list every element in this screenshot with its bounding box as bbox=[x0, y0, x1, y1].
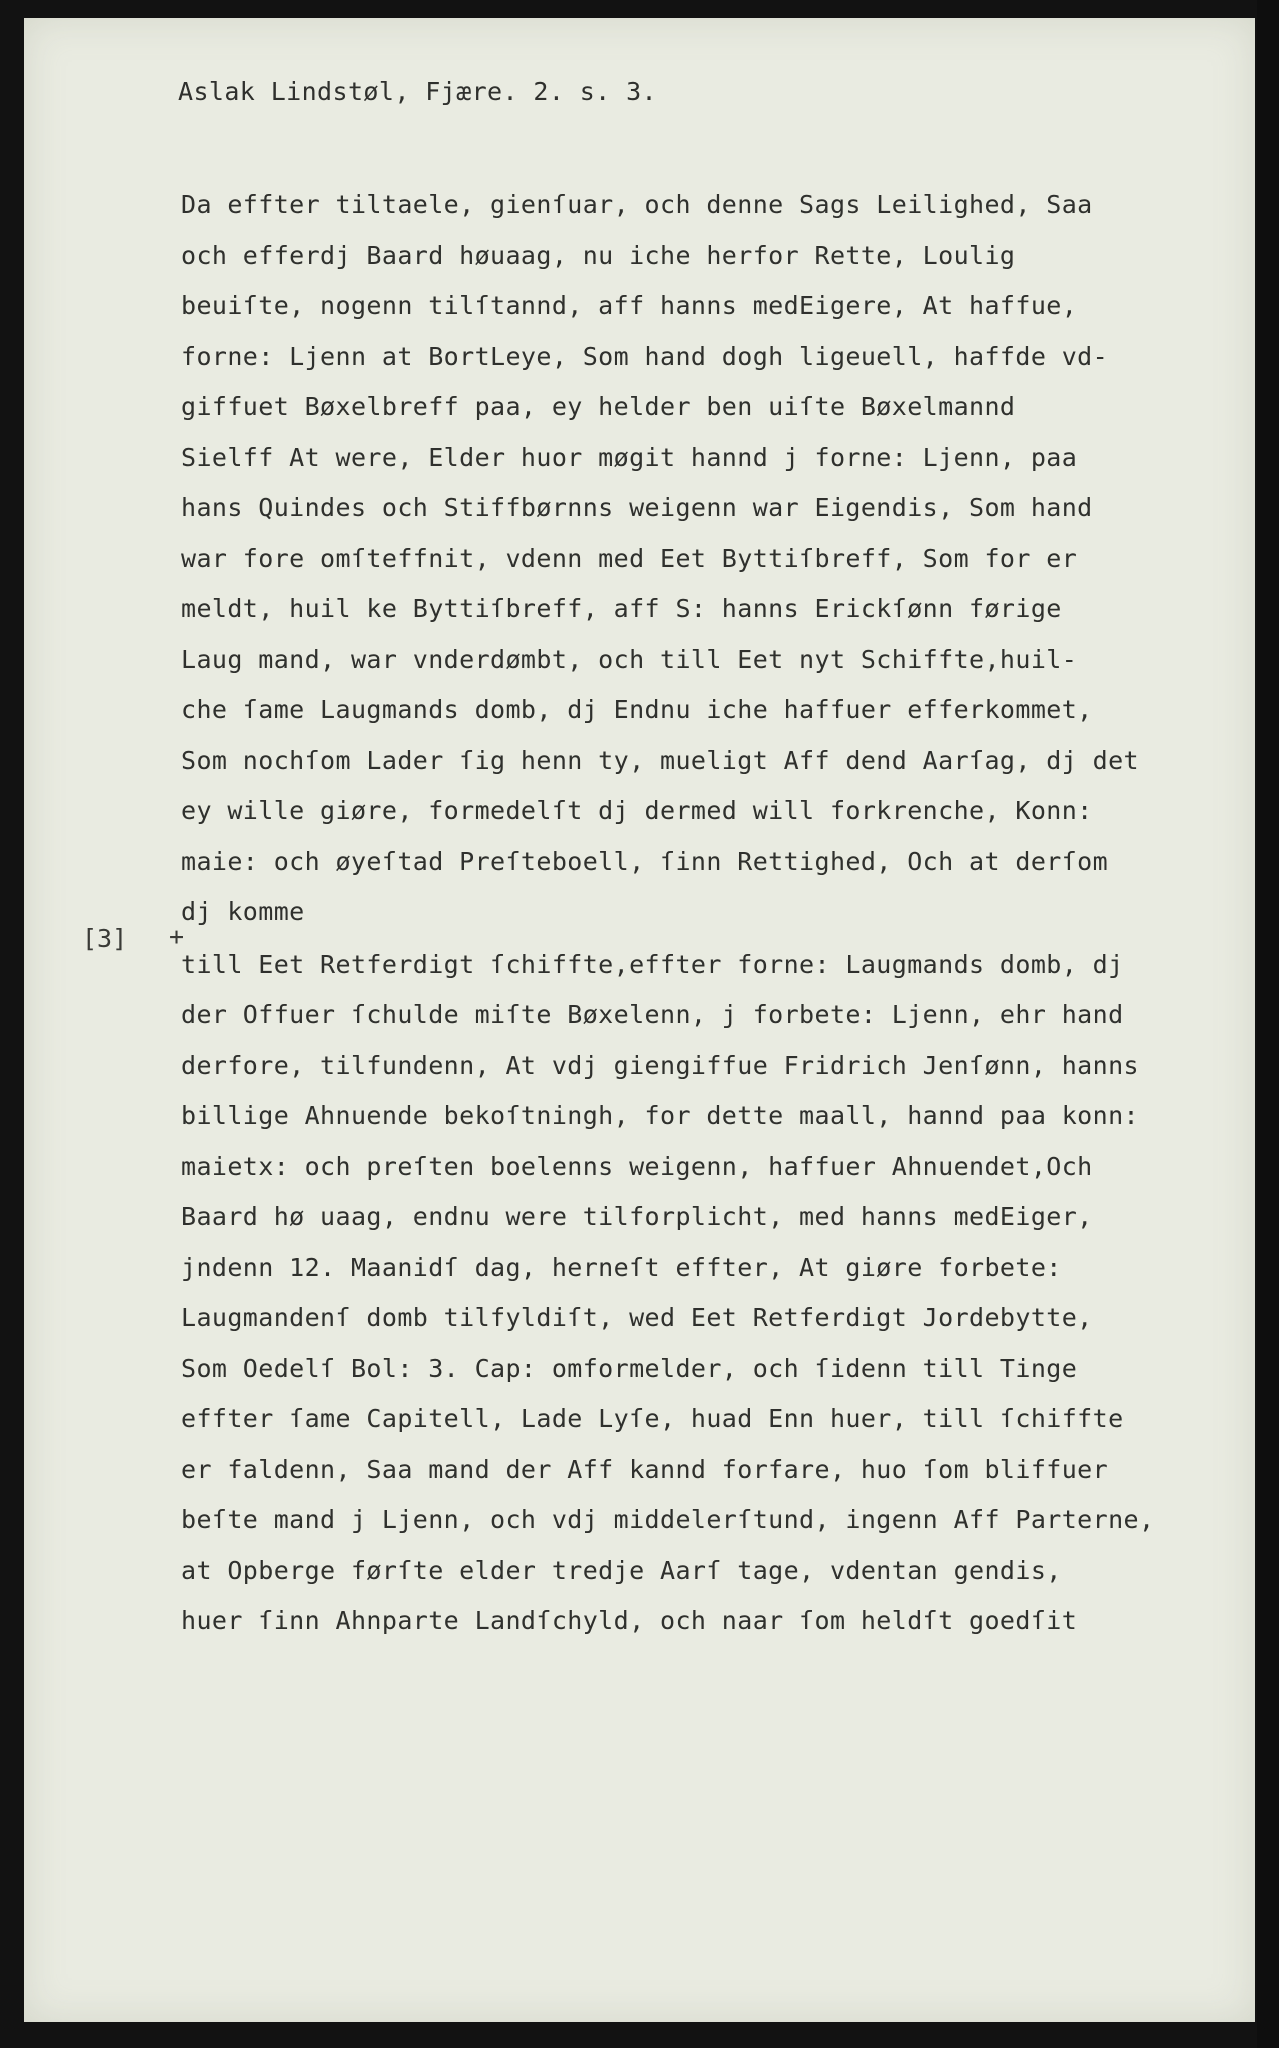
text-line: dj komme bbox=[181, 897, 305, 926]
text-line: effter ſame Capitell, Lade Lyſe, huad Enn huer, till ſchiffte bbox=[181, 1404, 1124, 1433]
insertion-mark: + bbox=[169, 922, 185, 951]
text-line: at Opberge førſte elder tredje Aarſ tage, vdentan gendis, bbox=[181, 1555, 1062, 1585]
text-line: Som nochſom Lader ſig henn ty, mueligt Aff dend Aarſag, dj det bbox=[181, 745, 1139, 775]
text-line: forne: Ljenn at BortLeye, Som hand dogh ligeuell, haffde vd- bbox=[181, 341, 1109, 371]
text-line: war fore omſteffnit, vdenn med Eet Byttiſbreff, Som for er bbox=[181, 543, 1078, 573]
text-line: der Offuer ſchulde miſte Bøxelenn, j forbete: Ljenn, ehr hand bbox=[181, 1000, 1124, 1029]
text-line: billige Ahnuende bekoſtningh, for dette maall, hannd paa konn: bbox=[181, 1101, 1139, 1130]
scan-border bbox=[1257, 0, 1279, 2048]
text-line: beſte mand j Ljenn, och vdj middelerſtund, ingenn Aff Parterne, bbox=[181, 1505, 1155, 1534]
text-line: Sielff At were, Elder huor møgit hannd j forne: Ljenn, paa bbox=[181, 442, 1078, 472]
text-line: jndenn 12. Maanidſ dag, herneſt effter, At giøre forbete: bbox=[181, 1252, 1062, 1282]
text-line: Da effter tiltaele, gienſuar, och denne Sags Leilighed, Saa bbox=[181, 190, 1093, 219]
text-line: hans Quindes och Stiffbørnns weigenn war Eigendis, Som hand bbox=[181, 493, 1093, 522]
text-line: ey wille giøre, formedelſt dj dermed will forkrenche, Konn: bbox=[181, 796, 1093, 825]
text-line: maietx: och preſten boelenns weigenn, haffuer Ahnuendet,Och bbox=[181, 1151, 1093, 1181]
text-line: derfore, tilfundenn, At vdj giengiffue Fridrich Jenſønn, hanns bbox=[181, 1050, 1139, 1080]
text-line: meldt, huil ke Byttiſbreff, aff S: hanns Erickſønn førige bbox=[181, 594, 1062, 623]
text-line: Laug mand, war vnderdømbt, och till Eet nyt Schiffte,huil- bbox=[181, 644, 1078, 674]
text-line: och efferdj Baard høuaag, nu iche herfor Rette, Loulig bbox=[181, 240, 1016, 270]
text-line: Baard hø uaag, endnu were tilforplicht, med hanns medEiger, bbox=[181, 1202, 1093, 1231]
text-line: till Eet Retferdigt ſchiffte,effter forne: Laugmands domb, dj bbox=[181, 949, 1124, 979]
text-line: giffuet Bøxelbreff paa, ey helder ben uiſte Bøxelmannd bbox=[181, 392, 1016, 421]
document-body bbox=[181, 180, 1154, 1647]
text-line: Som Oedelſ Bol: 3. Cap: omformelder, och ſidenn till Tinge bbox=[181, 1353, 1078, 1383]
margin-page-reference: [3] bbox=[82, 924, 128, 953]
document-header: Aslak Lindstøl, Fjære. 2. s. 3. bbox=[178, 77, 657, 106]
text-line: maie: och øyeſtad Preſteboell, ſinn Rettighed, Och at derſom bbox=[181, 846, 1109, 876]
text-line: beuiſte, nogenn tilſtannd, aff hanns medEigere, At haffue, bbox=[181, 291, 1078, 320]
text-line: huer ſinn Ahnparte Landſchyld, och naar ſom heldſt goedſit bbox=[181, 1606, 1078, 1635]
text-line: Laugmandenſ domb tilfyldiſt, wed Eet Retferdigt Jordebytte, bbox=[181, 1303, 1093, 1332]
text-line: che ſame Laugmands domb, dj Endnu iche haffuer efferkommet, bbox=[181, 695, 1093, 724]
text-line: er faldenn, Saa mand der Aff kannd forfare, huo ſom bliffuer bbox=[181, 1454, 1109, 1484]
